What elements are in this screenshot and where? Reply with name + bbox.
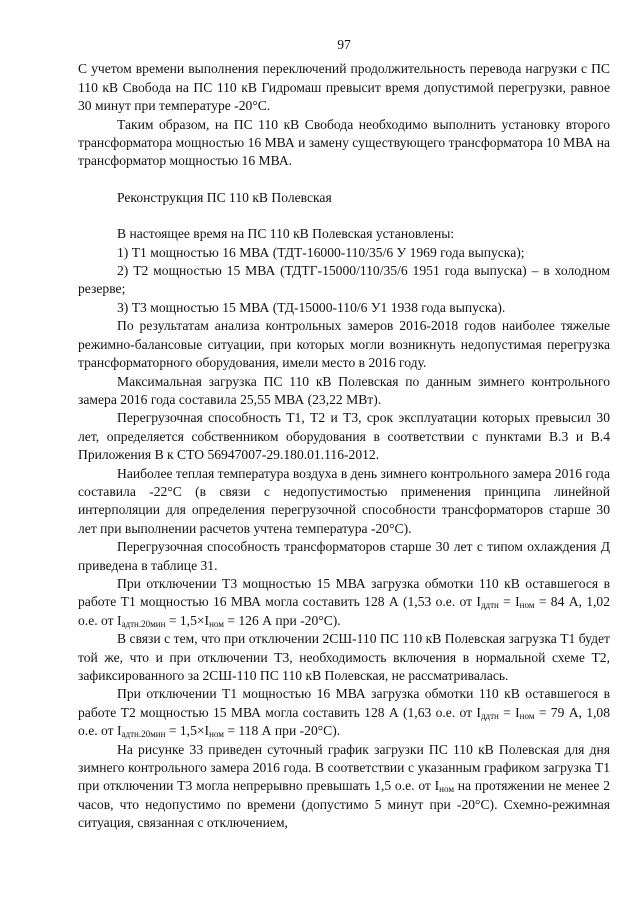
paragraph-gap <box>78 171 610 189</box>
paragraph: Реконструкция ПС 110 кВ Полевская <box>117 189 332 205</box>
paragraph: В связи с тем, что при отключении 2СШ-110 ПС 110 кВ Полевская загрузка Т1 будет той же, что и при отключении Т3, необходимость включения в нормальной схеме Т2, зафиксированного за 2СШ-110 ПС 110 кВ Полевская, не рассматривалась. <box>78 631 610 683</box>
paragraph: В настоящее время на ПС 110 кВ Полевская установлены: <box>117 226 455 242</box>
paragraph: На рисунке 33 приведен суточный график загрузки ПС 110 кВ Полевская для дня зимнего контрольного замера 2016 года. В соответствии с указанным графиком загрузка Т1 при отключении Т3 могла непрерывно превышать 1,5 о.е. от $I_{ном}$ на протяжении не менее 2 часов, что недопустимо по времени (допустимо 5 минут при -20°С). Схемно-режимная ситуация, связанная с отключением, <box>78 741 610 831</box>
paragraph: Таким образом, на ПС 110 кВ Свобода необходимо выполнить установку второго трансформатора мощностью 16 МВА и замену существующего трансформатора 10 МВА на трансформатор мощностью 16 МВА. <box>78 116 610 169</box>
paragraph: Перегрузочная способность Т1, Т2 и Т3, срок эксплуатации которых превысил 30 лет, определяется собственником оборудования в соответствии с пунктами В.3 и В.4 Приложения В к СТО 56947007-29.180.01.116-2012. <box>78 410 610 463</box>
paragraph-gap <box>78 207 610 225</box>
paragraph: При отключении Т3 мощностью 15 МВА загрузка обмотки 110 кВ оставшегося в работе Т1 мощностью 16 МВА могла составить 128 А (1,53 о.е. от $I_{ддтн} = I_{ном} = 84$ А, 1,02 о.е. от $I_{адтн.20мин} = 1,5\times I_{ном} = 126$ А при -20°С). <box>78 575 610 629</box>
paragraph: 1) Т1 мощностью 16 МВА (ТДТ-16000-110/35/6 У 1969 года выпуска); <box>117 244 525 260</box>
paragraph: Наиболее теплая температура воздуха в день зимнего контрольного замера 2016 года составила -22°С (в связи с недопустимостью применения принципа линейной интерполяции для определения перегрузочной способности трансформаторов старше 30 лет при выполнении расчетов учтена температура -20°С). <box>78 465 610 536</box>
paragraph: С учетом времени выполнения переключений продолжительность перевода нагрузки с ПС 110 кВ Свобода на ПС 110 кВ Гидромаш превысит время допустимой перегрузки, равное 30 минут при температуре -20°С. <box>78 61 610 114</box>
paragraph: Перегрузочная способность трансформаторов старше 30 лет с типом охлаждения Д приведена в таблице 31. <box>78 539 610 573</box>
paragraph: 2) Т2 мощностью 15 МВА (ТДТГ-15000/110/35/6 1951 года выпуска) – в холодном резерве; <box>78 263 610 297</box>
document-body <box>78 60 610 832</box>
paragraph: 3) Т3 мощностью 15 МВА (ТД-15000-110/6 У1 1938 года выпуска). <box>117 299 506 315</box>
paragraph: Максимальная загрузка ПС 110 кВ Полевская по данным зимнего контрольного замера 2016 года составила 25,55 МВА (23,22 МВт). <box>78 373 610 407</box>
document-page <box>78 36 610 833</box>
page-number: 97 <box>337 37 351 52</box>
paragraph: При отключении Т1 мощностью 16 МВА загрузка обмотки 110 кВ оставшегося в работе Т2 мощностью 15 МВА могла составить 128 А (1,63 о.е. от $I_{ддтн} = I_{ном} = 79$ А, 1,08 о.е. от $I_{адтн.20мин} = 1,5\times I_{ном} = 118$ А при -20°С). <box>78 686 610 740</box>
paragraph: По результатам анализа контрольных замеров 2016-2018 годов наиболее тяжелые режимно-балансовые ситуации, при которых могли возникнуть недопустимая перегрузка трансформаторного оборудования, имели место в 2016 году. <box>78 318 610 371</box>
